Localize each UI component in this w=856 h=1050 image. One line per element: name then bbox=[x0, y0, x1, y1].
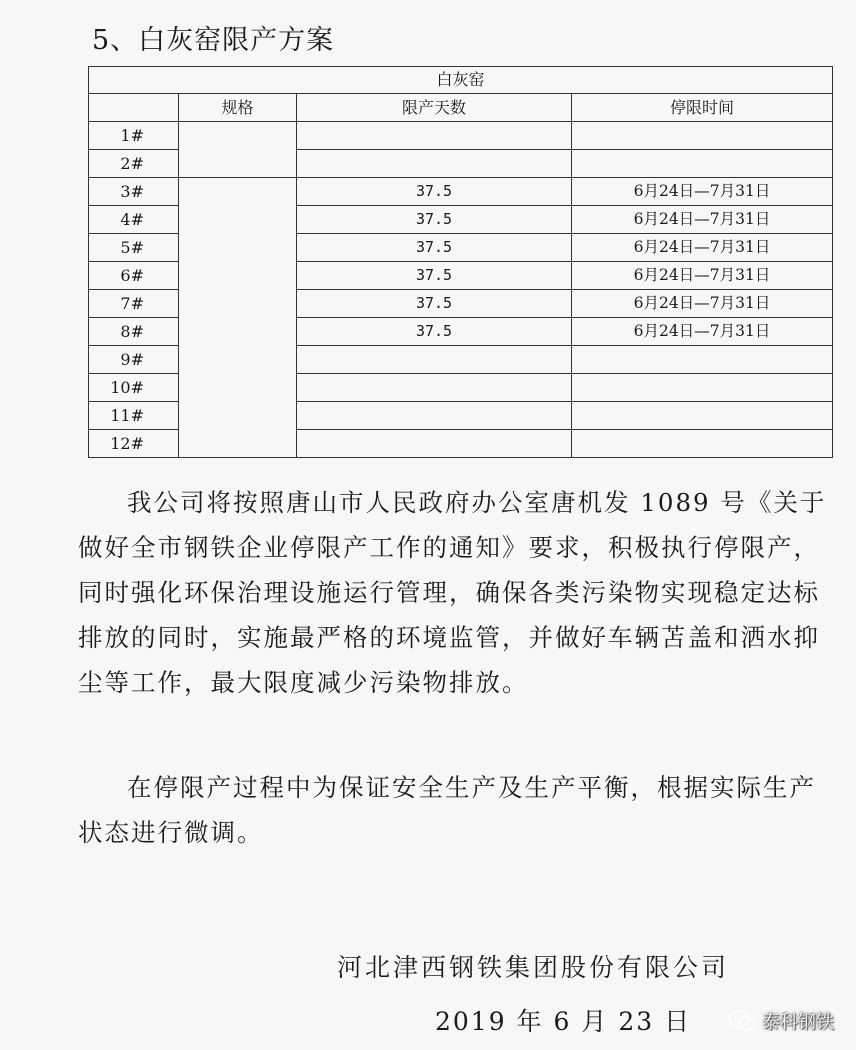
row-period bbox=[572, 430, 833, 458]
spec-cell-b bbox=[179, 178, 297, 458]
row-id: 6# bbox=[89, 262, 179, 290]
watermark-text: 泰科钢铁 bbox=[762, 1012, 834, 1033]
row-period: 6月24日—7月31日 bbox=[572, 234, 833, 262]
row-days: 37.5 bbox=[297, 206, 572, 234]
row-days bbox=[297, 402, 572, 430]
row-id: 9# bbox=[89, 346, 179, 374]
paragraph-adjustment: 在停限产过程中为保证安全生产及生产平衡，根据实际生产状态进行微调。 bbox=[78, 773, 816, 847]
row-period: 6月24日—7月31日 bbox=[572, 178, 833, 206]
row-days: 37.5 bbox=[297, 234, 572, 262]
row-period bbox=[572, 150, 833, 178]
header-spec: 规格 bbox=[179, 94, 297, 122]
row-days: 37.5 bbox=[297, 318, 572, 346]
row-days: 37.5 bbox=[297, 178, 572, 206]
header-period: 停限时间 bbox=[572, 94, 833, 122]
table-body bbox=[89, 122, 833, 458]
table-group-header: 白灰窑 bbox=[89, 67, 833, 94]
row-id: 5# bbox=[89, 234, 179, 262]
row-id: 1# bbox=[89, 122, 179, 150]
row-id: 7# bbox=[89, 290, 179, 318]
row-days bbox=[297, 122, 572, 150]
header-id bbox=[89, 94, 179, 122]
wechat-icon bbox=[728, 1009, 756, 1033]
row-days bbox=[297, 150, 572, 178]
kiln-production-table bbox=[88, 66, 833, 458]
row-period: 6月24日—7月31日 bbox=[572, 290, 833, 318]
table-row bbox=[89, 122, 833, 150]
row-days: 37.5 bbox=[297, 290, 572, 318]
row-period: 6月24日—7月31日 bbox=[572, 206, 833, 234]
header-days: 限产天数 bbox=[297, 94, 572, 122]
row-id: 4# bbox=[89, 206, 179, 234]
spec-cell-a bbox=[179, 122, 297, 178]
table-row bbox=[89, 178, 833, 206]
row-id: 12# bbox=[89, 430, 179, 458]
row-id: 3# bbox=[89, 178, 179, 206]
row-days: 37.5 bbox=[297, 262, 572, 290]
section-title: 5、白灰窑限产方案 bbox=[92, 25, 335, 56]
paragraph-execution: 我公司将按照唐山市人民政府办公室唐机发 1089 号《关于做好全市钢铁企业停限产工作的通知》要求，积极执行停限产，同时强化环保治理设施运行管理，确保各类污染物实现稳定达标排放的同时，实施最严格的环境监管，并做好车辆苫盖和洒水抑尘等工作，最大限度减少污染物排放。 bbox=[78, 488, 827, 697]
row-period bbox=[572, 402, 833, 430]
row-days bbox=[297, 430, 572, 458]
row-days bbox=[297, 374, 572, 402]
row-period: 6月24日—7月31日 bbox=[572, 262, 833, 290]
row-days bbox=[297, 346, 572, 374]
signature-date: 2019 年 6 月 23 日 bbox=[435, 1007, 692, 1036]
row-id: 2# bbox=[89, 150, 179, 178]
row-period: 6月24日—7月31日 bbox=[572, 318, 833, 346]
row-period bbox=[572, 374, 833, 402]
row-id: 10# bbox=[89, 374, 179, 402]
signature-company: 河北津西钢铁集团股份有限公司 bbox=[337, 953, 730, 982]
row-id: 8# bbox=[89, 318, 179, 346]
row-period bbox=[572, 346, 833, 374]
row-id: 11# bbox=[89, 402, 179, 430]
watermark bbox=[728, 1008, 834, 1034]
row-period bbox=[572, 122, 833, 150]
